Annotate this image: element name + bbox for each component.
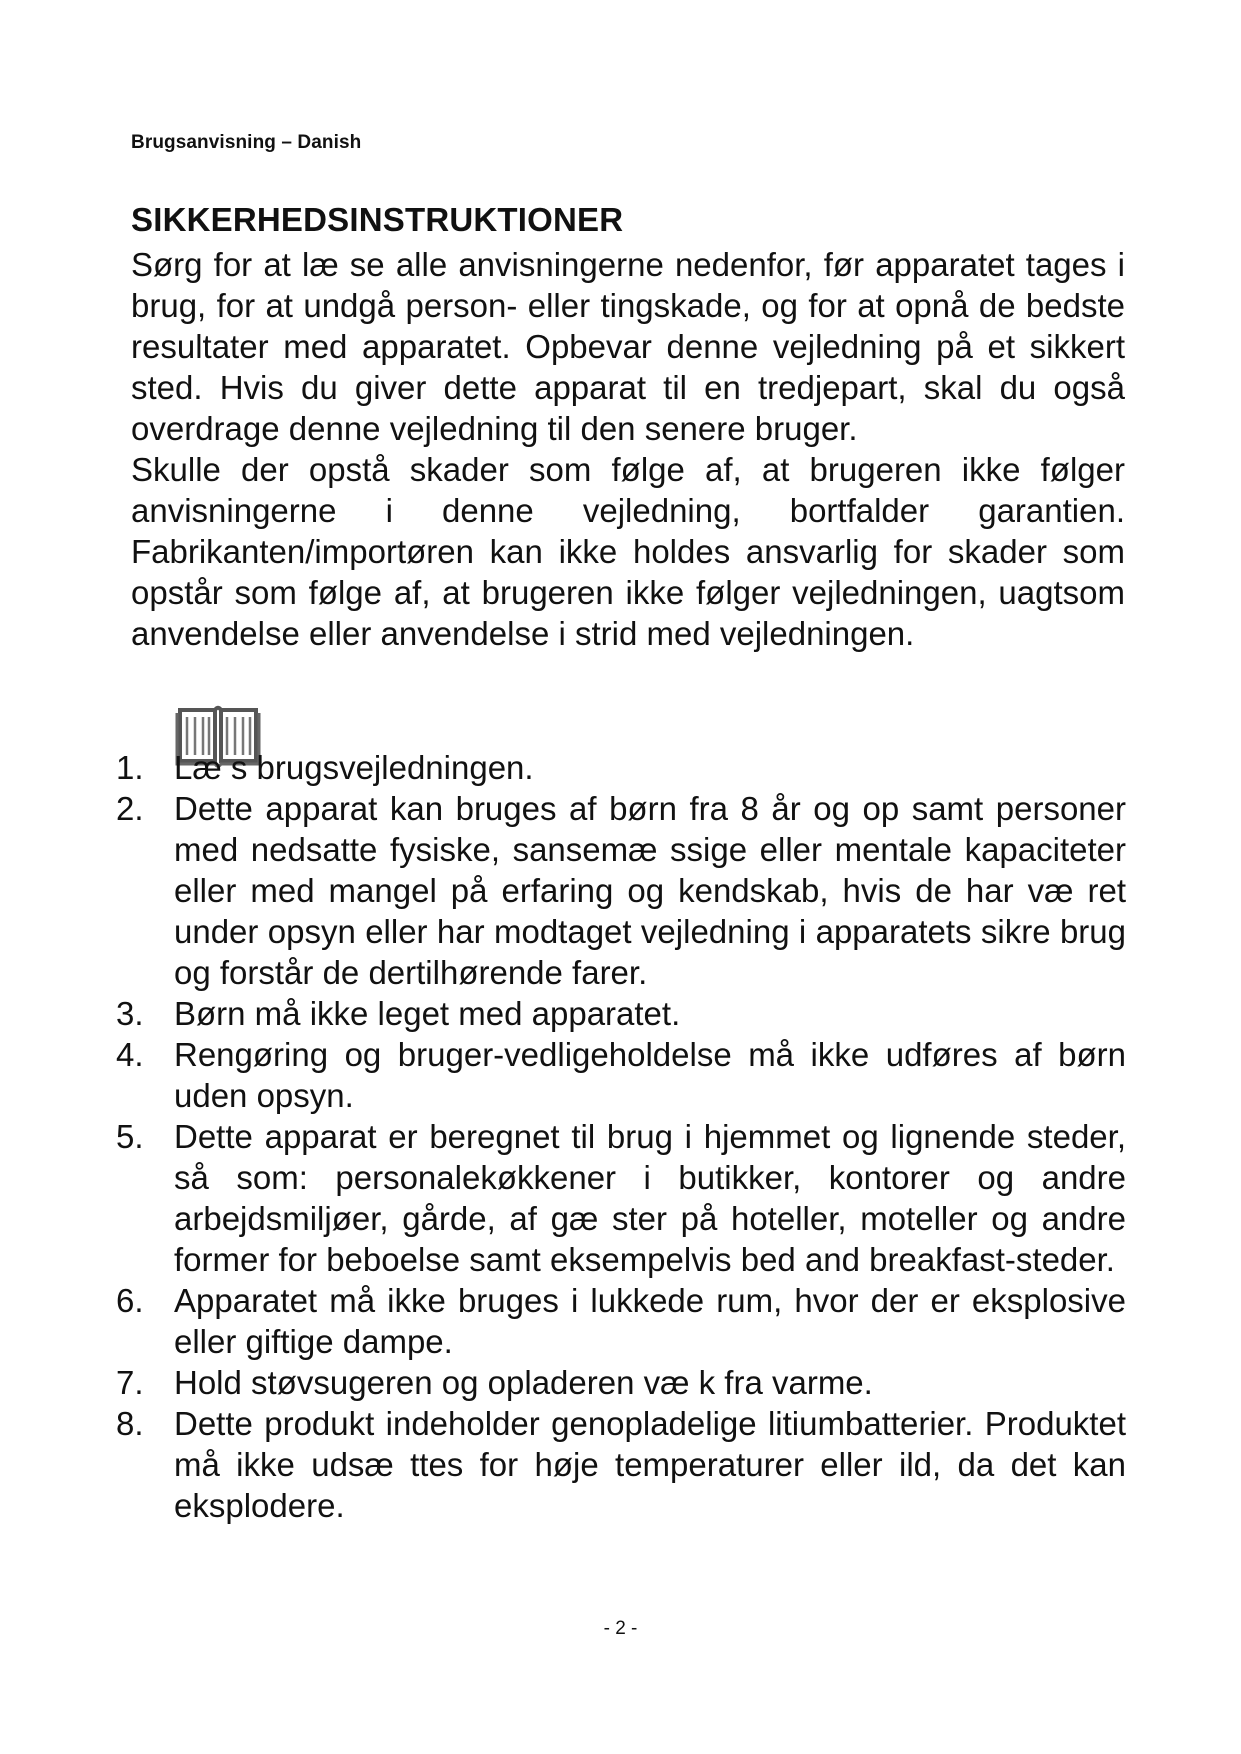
- intro-text: [131, 244, 1125, 654]
- instruction-text: Apparatet må ikke bruges i lukkede rum, hvor der er eksplosive eller giftige dampe.: [174, 1282, 1126, 1360]
- instruction-number: 7.: [116, 1364, 144, 1401]
- instruction-text: Dette apparat kan bruges af børn fra 8 år og op samt personer med nedsatte fysiske, sansemæ ssige eller mentale kapaciteter eller med mangel på erfaring og kendskab, hvis de har væ ret under opsyn eller har modtaget vejledning i apparatets sikre brug og forstår de dertilhørende farer.: [174, 790, 1126, 991]
- instruction-text: Læ s brugsvejledningen.: [174, 749, 534, 786]
- instruction-list: [116, 747, 1126, 1526]
- instruction-item: [116, 1116, 1126, 1280]
- instruction-text: Hold støvsugeren og opladeren væ k fra varme.: [174, 1364, 873, 1401]
- instruction-item: [116, 1362, 1126, 1403]
- intro-paragraph: Sørg for at læ se alle anvisningerne nedenfor, før apparatet tages i brug, for at undgå person- eller tingskade, og for at opnå de bedste resultater med apparatet. Opbevar denne vejledning på et sikkert sted. Hvis du giver dette apparat til en tredjepart, skal du også overdrage denne vejledning til den senere bruger.: [131, 246, 1125, 447]
- instruction-number: 6.: [116, 1282, 144, 1319]
- instruction-number: 2.: [116, 790, 144, 827]
- page-number: - 2 -: [603, 1618, 638, 1639]
- safety-instructions-title: SIKKERHEDSINSTRUKTIONER: [131, 201, 624, 238]
- instruction-item: [116, 788, 1126, 993]
- instruction-item: [116, 1034, 1126, 1116]
- document-language-label: Brugsanvisning – Danish: [131, 132, 362, 153]
- instruction-number: 3.: [116, 995, 144, 1032]
- intro-paragraph: Skulle der opstå skader som følge af, at brugeren ikke følger anvisningerne i denne vejledning, bortfalder garantien. Fabrikanten/importøren kan ikke holdes ansvarlig for skader som opstår som følge af, at brugeren ikke følger vejledningen, uagtsom anvendelse eller anvendelse i strid med vejledningen.: [131, 451, 1125, 652]
- instruction-item: [116, 747, 1126, 788]
- instruction-item: [116, 993, 1126, 1034]
- instruction-text: Dette produkt indeholder genopladelige litiumbatterier. Produktet må ikke udsæ ttes for høje temperaturer eller ild, da det kan eksplodere.: [174, 1405, 1126, 1524]
- instruction-number: 5.: [116, 1118, 144, 1155]
- instruction-text: Dette apparat er beregnet til brug i hjemmet og lignende steder, så som: personalekøkkener i butikker, kontorer og andre arbejdsmiljøer, gårde, af gæ ster på hoteller, moteller og andre former for beboelse samt eksempelvis bed and breakfast-steder.: [174, 1118, 1126, 1278]
- instruction-text: Rengøring og bruger-vedligeholdelse må ikke udføres af børn uden opsyn.: [174, 1036, 1126, 1114]
- instruction-text: Børn må ikke leget med apparatet.: [174, 995, 681, 1032]
- instruction-item: [116, 1280, 1126, 1362]
- instruction-number: 8.: [116, 1405, 144, 1442]
- instruction-item: [116, 1403, 1126, 1526]
- instruction-number: 4.: [116, 1036, 144, 1073]
- instruction-number: 1.: [116, 749, 144, 786]
